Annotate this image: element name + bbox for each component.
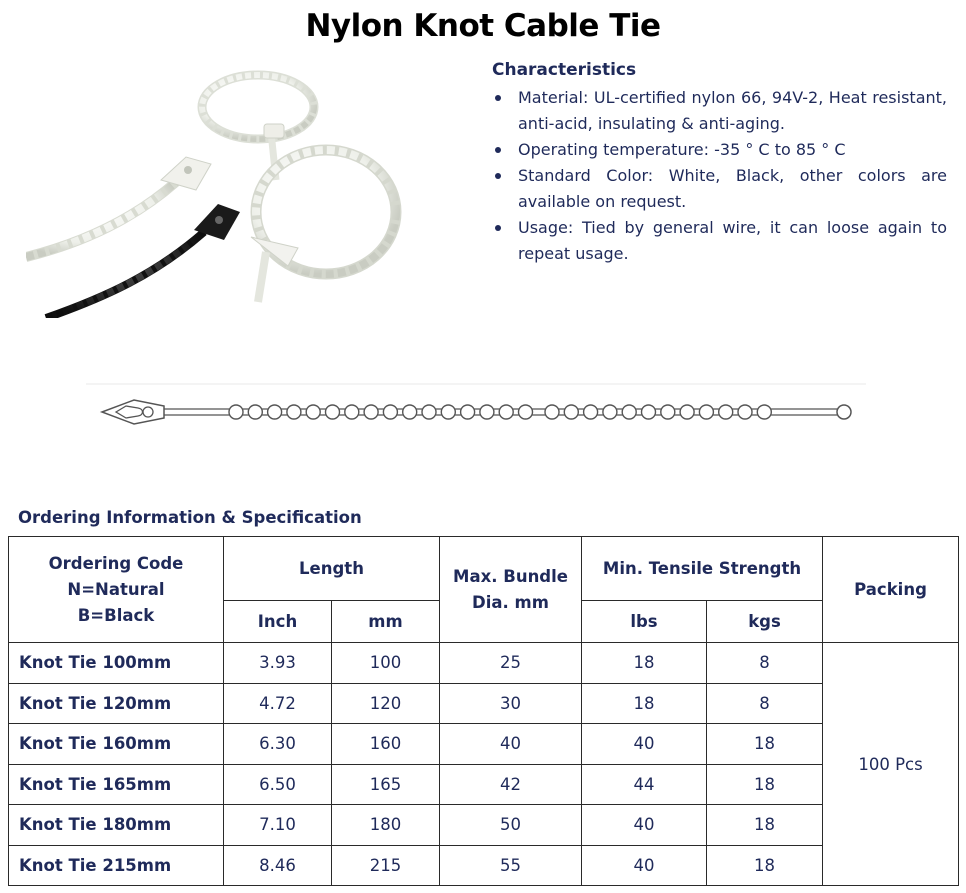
table-row: Knot Tie 120mm 4.72 120 30 18 8 — [9, 683, 959, 724]
header-lbs: lbs — [582, 601, 707, 643]
header-inch: Inch — [224, 601, 332, 643]
bead — [719, 405, 733, 419]
spec-heading: Ordering Information & Specification — [18, 508, 362, 527]
characteristic-color: Standard Color: White, Black, other colors are available on request. — [492, 163, 947, 215]
bead — [738, 405, 752, 419]
bead — [519, 405, 533, 419]
table-row: Knot Tie 165mm 6.50 165 42 44 18 — [9, 764, 959, 805]
bead — [642, 405, 656, 419]
knot-tie-drawing — [86, 376, 866, 446]
upper-loop-tie — [202, 75, 314, 180]
black-straight-tie — [46, 204, 240, 318]
bead — [268, 405, 282, 419]
table-row: Knot Tie 160mm 6.30 160 40 40 18 — [9, 724, 959, 765]
characteristic-temperature: Operating temperature: -35 ° C to 85 ° C — [492, 137, 947, 163]
bead — [287, 405, 301, 419]
bead — [545, 405, 559, 419]
bead — [564, 405, 578, 419]
bead — [499, 405, 513, 419]
bead — [699, 405, 713, 419]
bead — [422, 405, 436, 419]
bead — [364, 405, 378, 419]
product-photo — [26, 52, 476, 318]
bead — [757, 405, 771, 419]
table-row: Knot Tie 180mm 7.10 180 50 40 18 — [9, 805, 959, 846]
page-title: Nylon Knot Cable Tie — [305, 8, 661, 44]
large-loop-tie — [251, 150, 396, 302]
spec-table — [8, 536, 959, 886]
table-row: Knot Tie 100mm 3.93 100 25 18 8 100 Pcs — [9, 643, 959, 684]
packing-cell: 100 Pcs — [823, 643, 959, 886]
characteristic-material: Material: UL-certified nylon 66, 94V-2, Heat resistant, anti-acid, insulating & anti-aging. — [492, 85, 947, 137]
bead — [661, 405, 675, 419]
bead — [441, 405, 455, 419]
bead — [680, 405, 694, 419]
characteristics-heading: Characteristics — [492, 60, 637, 80]
bead — [461, 405, 475, 419]
header-mm: mm — [332, 601, 440, 643]
bead — [306, 405, 320, 419]
bead — [383, 405, 397, 419]
bead — [622, 405, 636, 419]
bead-chain — [229, 405, 771, 419]
bead — [345, 405, 359, 419]
header-ordering-code: Ordering Code N=Natural B=Black — [9, 537, 224, 643]
header-packing: Packing — [823, 537, 959, 643]
bead — [403, 405, 417, 419]
characteristic-usage: Usage: Tied by general wire, it can loose again to repeat usage. — [492, 215, 947, 267]
bead — [229, 405, 243, 419]
bead — [603, 405, 617, 419]
bead — [584, 405, 598, 419]
table-row: Knot Tie 215mm 8.46 215 55 40 18 — [9, 845, 959, 886]
bead — [480, 405, 494, 419]
bead — [326, 405, 340, 419]
characteristics-section — [492, 60, 947, 267]
header-bundle: Max. Bundle Dia. mm — [440, 537, 582, 643]
white-straight-tie — [26, 157, 211, 257]
header-tensile: Min. Tensile Strength — [582, 537, 823, 601]
characteristics-list — [492, 85, 947, 267]
header-kgs: kgs — [707, 601, 823, 643]
header-length: Length — [224, 537, 440, 601]
bead — [248, 405, 262, 419]
